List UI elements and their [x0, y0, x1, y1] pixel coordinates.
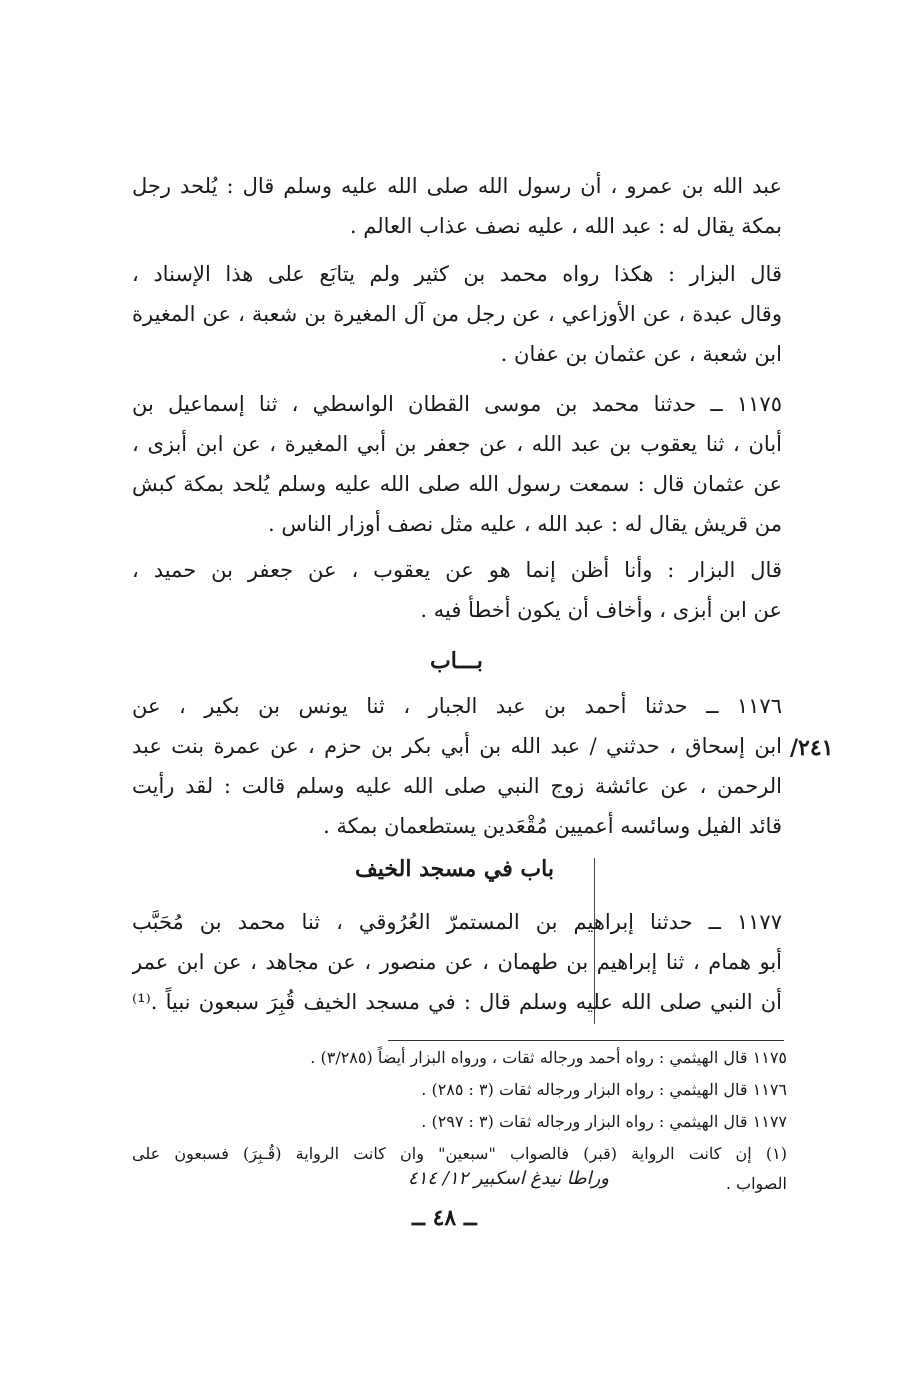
text-line: وقال عبدة ، عن الأوزاعي ، عن رجل من آل المغيرة بن شعبة ، عن المغيرة [132, 302, 782, 326]
text-line: عبد الله بن عمرو ، أن رسول الله صلى الله عليه وسلم قال : يُلحد رجل [132, 174, 782, 198]
handwritten-note: وراطا نيدغ اسكبير ١٢/ ٤١٤ [408, 1168, 609, 1189]
paragraph-3 [132, 384, 782, 544]
footnotes [190, 1042, 787, 1138]
text-line: عن عثمان قال : سمعت رسول الله صلى الله عليه وسلم يُلحد بمكة كبش [132, 472, 782, 496]
text-line: ١١٧٥ ــ حدثنا محمد بن موسى القطان الواسطي ، ثنا إسماعيل بن [132, 392, 782, 416]
footnote-line: الصواب . [725, 1174, 787, 1193]
text-line: من قريش يقال له : عبد الله ، عليه مثل نصف أوزار الناس . [268, 512, 782, 536]
footnote-line: ١١٧٦ قال الهيثمي : رواه البزار ورجاله ثقات (٣ : ٢٨٥) . [421, 1080, 787, 1099]
text-line: ١١٧٦ ــ حدثنا أحمد بن عبد الجبار ، ثنا يونس بن بكير ، عن [132, 694, 782, 718]
footnote-line: ١١٧٥ قال الهيثمي : رواه أحمد ورجاله ثقات ، ورواه البزار أيضاً (٣/٢٨٥) . [310, 1048, 787, 1067]
paragraph-2 [132, 254, 782, 374]
margin-page-reference: ٢٤١/ [790, 735, 834, 761]
text-line: عن ابن أبزى ، وأخاف أن يكون أخطأ فيه . [420, 598, 782, 622]
footnote-note [132, 1138, 787, 1170]
text-line: أبو همام ، ثنا إبراهيم بن طهمان ، عن منصور ، عن مجاهد ، عن ابن عمر [132, 950, 782, 974]
text-line: أن النبي صلى الله عليه وسلم قال : في مسجد الخيف قُبِرَ سبعون نبياً .⁽¹⁾ [132, 990, 782, 1014]
paragraph-6 [132, 902, 782, 1022]
footnote-separator [388, 1040, 784, 1041]
paragraph-1 [132, 166, 782, 246]
text-line: ابن إسحاق ، حدثني / عبد الله بن أبي بكر بن حزم ، عن عمرة بنت عبد [132, 734, 782, 758]
text-line: أبان ، ثنا يعقوب بن عبد الله ، عن جعفر بن أبي المغيرة ، عن ابن أبزى ، [132, 432, 782, 456]
footnote-line: ١١٧٧ قال الهيثمي : رواه البزار ورجاله ثقات (٣ : ٢٩٧) . [421, 1112, 787, 1131]
paragraph-4 [132, 550, 782, 630]
text-line: قال البزار : وأنا أظن إنما هو عن يعقوب ، عن جعفر بن حميد ، [132, 558, 782, 582]
text-line: ابن شعبة ، عن عثمان بن عفان . [500, 342, 782, 366]
footnote-note-end [640, 1168, 787, 1200]
paragraph-5 [132, 686, 782, 846]
section-heading: بـــاب [430, 648, 483, 674]
text-line: الرحمن ، عن عائشة زوج النبي صلى الله عليه وسلم قالت : لقد رأيت [132, 774, 782, 798]
page-number: ــ ٤٨ ــ [412, 1205, 477, 1231]
footnote-line: (١) إن كانت الرواية (قبر) فالصواب "سبعين" وان كانت الرواية (قُـبِرَ) فسبعون على [132, 1144, 787, 1163]
text-line: قائد الفيل وسائسه أعميين مُقْعَدين يستطعمان بمكة . [323, 814, 782, 838]
section-heading: باب في مسجد الخيف [355, 856, 554, 882]
text-line: بمكة يقال له : عبد الله ، عليه نصف عذاب العالم . [349, 214, 782, 238]
text-line: ١١٧٧ ــ حدثنا إبراهيم بن المستمرّ العُرُوقي ، ثنا محمد بن مُحَبَّب [132, 910, 782, 934]
text-line: قال البزار : هكذا رواه محمد بن كثير ولم يتابَع على هذا الإسناد ، [132, 262, 782, 286]
